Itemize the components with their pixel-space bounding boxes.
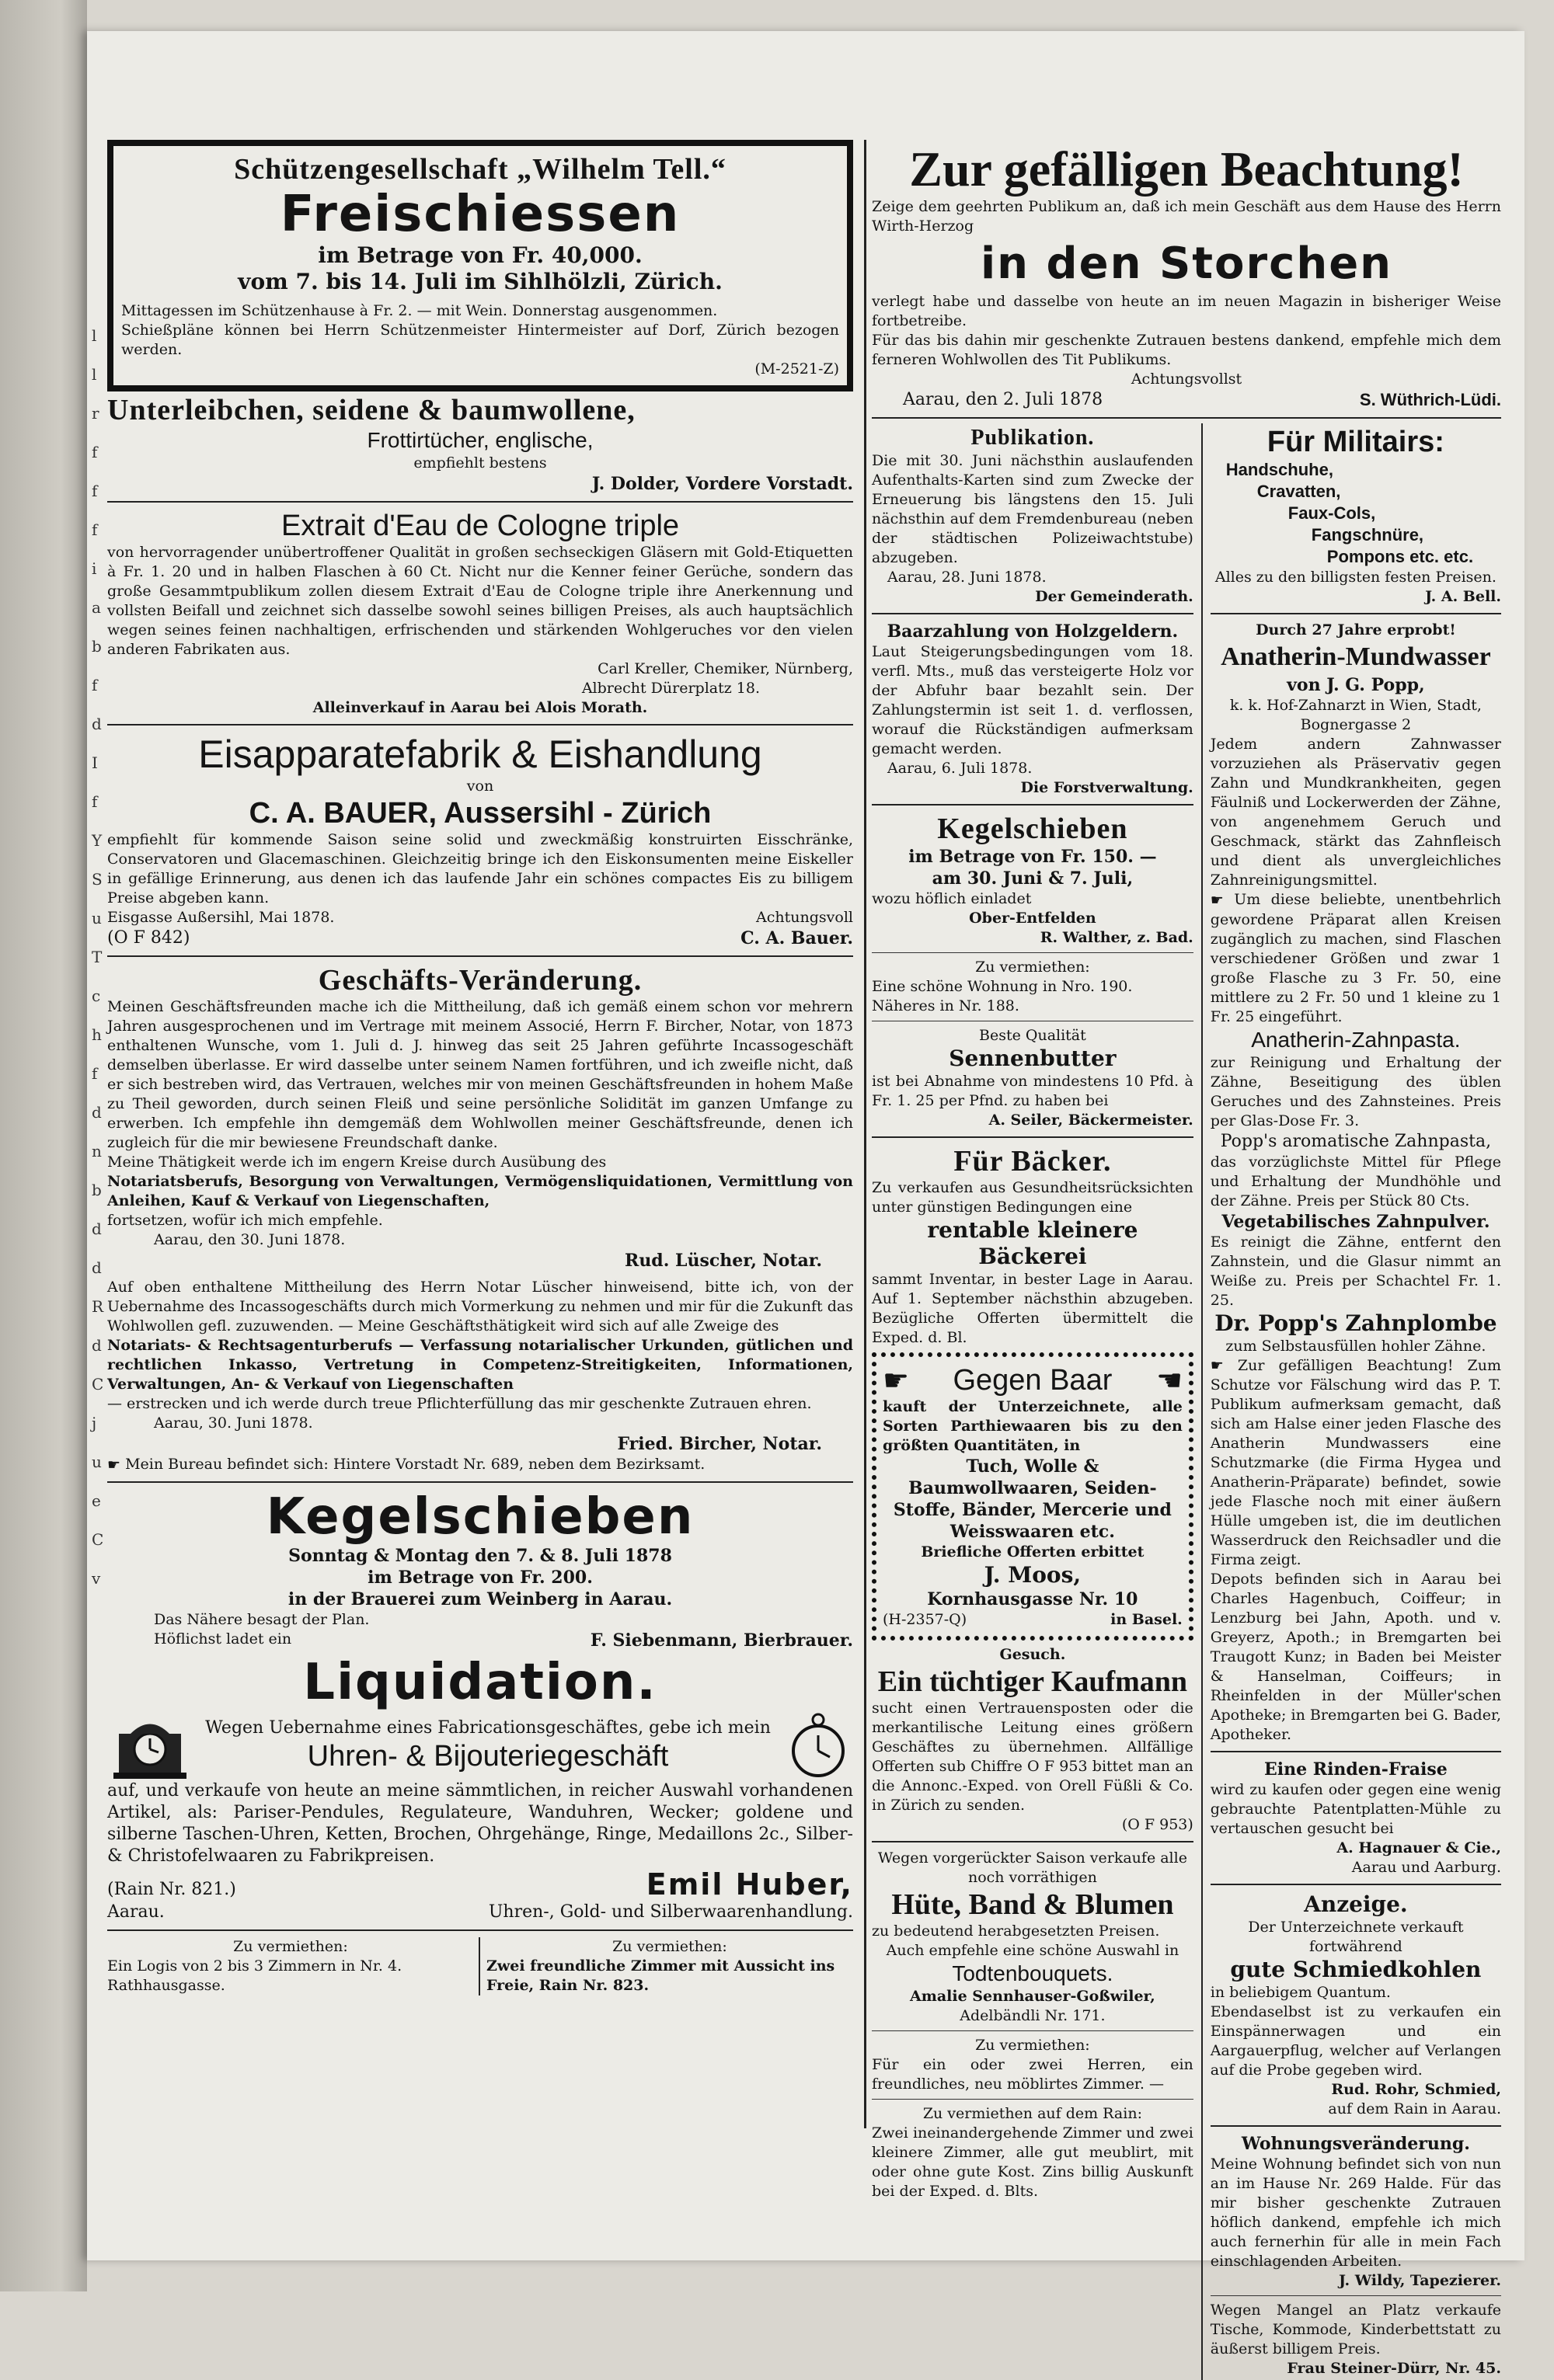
separator bbox=[107, 1929, 853, 1931]
ad-signature: A. Seiler, Bäckermeister. bbox=[988, 1112, 1193, 1129]
ad-title: Vegetabilisches Zahnpulver. bbox=[1221, 1211, 1490, 1232]
ad-signature: J. Wildy, Tapezierer. bbox=[1339, 2272, 1501, 2289]
ad-goods: Tuch, Wolle & Baumwollwaaren, Seiden-Stoffe, Bänder, Mercerie und Weisswaaren etc. bbox=[893, 1456, 1172, 1542]
ad-regards: Achtungsvollst bbox=[1131, 371, 1242, 388]
margin-letter: d bbox=[92, 1336, 102, 1355]
ad-rinden-fraise bbox=[1211, 1757, 1501, 1879]
ad-text: Meine Thätigkeit werde ich im engern Kreise durch Ausübung des bbox=[107, 1153, 607, 1171]
separator bbox=[107, 1481, 853, 1483]
ad-reference: (O F 842) bbox=[107, 928, 190, 948]
ad-title: Eine Rinden-Fraise bbox=[1264, 1759, 1448, 1780]
ad-wohnung bbox=[872, 956, 1193, 1018]
ad-reference: (Rain Nr. 821.) bbox=[107, 1879, 236, 1899]
margin-letter: b bbox=[92, 637, 102, 656]
separator bbox=[872, 2030, 1193, 2031]
column-divider bbox=[864, 140, 866, 2128]
ad-text: Um diese beliebte, unentbehrlich gewordene Präparat allen Kreisen zugänglich zu machen, sind Flaschen verschiedener Größen und zwar 1 große Flasche zu 3 Fr. 50, eine mittlere zu 2 Fr. 50 und 1 kleine zu 1 Fr. 25 eingeführt. bbox=[1210, 891, 1501, 1025]
margin-letter: C bbox=[92, 1530, 104, 1549]
margin-letter: f bbox=[92, 443, 98, 461]
ad-text: von J. G. Popp, bbox=[1287, 675, 1425, 695]
separator bbox=[872, 417, 1501, 419]
ad-headline: in den Storchen bbox=[980, 238, 1393, 289]
ad-kaufmann bbox=[872, 1644, 1193, 1836]
separator bbox=[1211, 1884, 1501, 1885]
ad-address: auf dem Rain in Aarau. bbox=[1328, 2100, 1501, 2117]
ad-signature: F. Siebenmann, Bierbrauer. bbox=[590, 1630, 853, 1651]
margin-letter: l bbox=[92, 326, 97, 345]
list-item: Faux-Cols, bbox=[1287, 503, 1376, 523]
separator bbox=[872, 804, 1193, 806]
ad-services: Notariatsberufs, Besorgung von Verwaltungen, Vermögensliquidationen, Vermittlung von Anleihen, Kauf & Verkauf von Liegenschaften, bbox=[107, 1173, 853, 1209]
ad-dates: am 30. Juni & 7. Juli, bbox=[932, 868, 1134, 889]
ad-heading: Zu vermiethen auf dem Rain: bbox=[922, 2105, 1142, 2122]
margin-letter: h bbox=[92, 1025, 102, 1044]
ad-signature: Amalie Sennhauser-Goßwiler, bbox=[909, 1988, 1155, 2005]
ad-text: Laut Steigerungsbedingungen vom 18. verfl. Mts., muß das versteigerte Holz vor der Abfuhr baar bezahlt sein. Der Zahlungstermin ist seit 1. d. verflossen, worauf die Rückständigen aufmerksam gemacht werden. bbox=[872, 643, 1193, 757]
margin-letter: a bbox=[92, 598, 101, 617]
margin-letter: e bbox=[92, 1491, 101, 1510]
ad-signature: Rud. Rohr, Schmied, bbox=[1331, 2081, 1501, 2098]
margin-letter: u bbox=[92, 1453, 102, 1471]
binding-edge bbox=[0, 0, 87, 2291]
separator bbox=[1211, 613, 1501, 614]
ad-regards: Achtungsvoll bbox=[756, 909, 853, 926]
ad-reference: (O F 953) bbox=[1121, 1816, 1193, 1833]
margin-letter: d bbox=[92, 1258, 102, 1277]
mantel-clock-icon bbox=[107, 1710, 193, 1780]
ad-text: kauft der Unterzeichnete, alle Sorten Parthiewaaren bis zu den größten Quantitäten, in bbox=[883, 1398, 1183, 1454]
ad-text: in beliebigem Quantum. bbox=[1210, 1984, 1391, 2001]
item-list bbox=[1211, 459, 1501, 568]
ad-text: Alles zu den billigsten festen Preisen. bbox=[1214, 569, 1497, 586]
ad-storchen bbox=[872, 140, 1501, 412]
margin-letter: c bbox=[92, 986, 101, 1005]
ad-title: Schützengesellschaft „Wilhelm Tell.“ bbox=[234, 153, 726, 186]
ad-title: Anatherin-Mundwasser bbox=[1221, 642, 1491, 671]
ad-heading: Gesuch. bbox=[999, 1646, 1066, 1663]
separator bbox=[872, 2099, 1193, 2100]
margin-letter: Y bbox=[92, 831, 103, 850]
separator bbox=[872, 613, 1193, 614]
ad-geschaefts-veraenderung bbox=[107, 962, 853, 1477]
ad-zimmer-herren bbox=[872, 2034, 1193, 2096]
ad-title: Publikation. bbox=[970, 426, 1095, 450]
separator bbox=[107, 955, 853, 957]
ad-title: Geschäfts-Veränderung. bbox=[318, 964, 643, 997]
ad-text: Zwei ineinandergehende Zimmer und zwei kleinere Zimmer, alle gut meublirt, mit oder ohne gute Kost. Zins billig Auskunft bei der Exped. d. Blts. bbox=[872, 2124, 1193, 2200]
ad-text: auf, und verkaufe von heute an meine sämmtlichen, in reicher Auswahl vorhandenen Artikel, als: Pariser-Pendules, Regulateure, Wanduhren, Wecker; goldene und silberne Taschen-Uhren, Ketten, Brochen, Ohrgehänge, Ringe, Medaillons 2c., Silber- & Christofelwaaren zu Fabrikpreisen. bbox=[107, 1780, 853, 1866]
ad-title: Liquidation. bbox=[303, 1653, 657, 1711]
ad-text: Auf oben enthaltene Mittheilung des Herrn Notar Lüscher hinweisend, bitte ich, von der Uebernahme des Incassogeschäfts durch mich Vormerkung zu nehmen und mir für die Zukunft das Wohlwollen gefl. zuzuwenden. — Meine Geschäftsthätigkeit wird sich auf alle Zweige des bbox=[107, 1279, 853, 1334]
ad-text: Für das bis dahin mir geschenkte Zutrauen bestens dankend, empfehle mich dem ferneren Wohlwollen des Tit Publikums. bbox=[872, 332, 1501, 368]
ad-signature: S. Wüthrich-Lüdi. bbox=[1359, 390, 1501, 409]
ad-text: Es reinigt die Zähne, entfernt den Zahnstein, und die Glasur nimmt an Weiße zu. Preis per Schachtel Fr. 1. 25. bbox=[1210, 1233, 1501, 1309]
ad-freischiessen bbox=[107, 140, 853, 391]
ad-heading: Zu vermiethen: bbox=[612, 1937, 727, 1955]
ad-amount: im Betrage von Fr. 40,000. bbox=[318, 242, 643, 268]
ad-date: Aarau, 30. Juni 1878. bbox=[154, 1414, 313, 1432]
ad-services: Notariats- & Rechtsagenturberufs — Verfassung notarialischer Urkunden, gütlichen und rechtlichen Inkasso, Vertretung in Competenz-Streitigkeiten, Informationen, Verwaltungen, An- & Verkauf von Liegenschaften bbox=[107, 1337, 853, 1393]
pointing-hand-icon: ☛ bbox=[1210, 1357, 1224, 1374]
ad-unterleibchen bbox=[107, 391, 853, 496]
ad-reference: (H-2357-Q) bbox=[883, 1611, 967, 1628]
ad-title: Hüte, Band & Blumen bbox=[891, 1888, 1174, 1921]
ad-place: Ober-Entfelden bbox=[969, 910, 1096, 927]
ad-shop: Uhren- & Bijouteriegeschäft bbox=[307, 1739, 669, 1773]
ad-text: Auch empfehle eine schöne Auswahl in bbox=[886, 1942, 1179, 1959]
ad-publikation bbox=[872, 423, 1193, 608]
ad-office: Mein Bureau befindet sich: Hintere Vorstadt Nr. 689, neben dem Bezirksamt. bbox=[125, 1456, 706, 1473]
ad-text: — erstrecken und ich werde durch treue Pflichterfüllung das mir geschenkte Zutrauen ehren. bbox=[107, 1395, 812, 1412]
margin-letter: f bbox=[92, 520, 98, 539]
right-split-section bbox=[872, 423, 1501, 2380]
ad-title: Unterleibchen, seidene & baumwollene, bbox=[107, 394, 636, 426]
ad-title: Für Militairs: bbox=[1267, 426, 1444, 458]
ad-text: Der Unterzeichnete verkauft fortwährend bbox=[1248, 1919, 1464, 1955]
ad-text: sucht einen Vertrauensposten oder die merkantilische Leitung eines größern Geschäftes zu übernehmen. Allfällige Offerten sub Chiffre O F 953 bittet man an die Annonc.-Exped. von Orell Füßli & Co. in Zürich zu senden. bbox=[872, 1700, 1193, 1814]
ad-sennenbutter bbox=[872, 1025, 1193, 1132]
ad-headline: Todtenbouquets. bbox=[952, 1961, 1113, 1985]
separator bbox=[1211, 2295, 1501, 2296]
ad-title: Dr. Popp's Zahnplombe bbox=[1214, 1310, 1497, 1336]
ad-title: Ein tüchtiger Kaufmann bbox=[877, 1665, 1188, 1698]
ad-signature: C. A. Bauer. bbox=[740, 928, 853, 948]
ad-signature: Frau Steiner-Dürr, Nr. 45. bbox=[1287, 2360, 1501, 2377]
ad-text: Briefliche Offerten erbittet bbox=[921, 1543, 1145, 1561]
ad-text: empfiehlt bestens bbox=[413, 454, 547, 471]
ad-text: wird zu kaufen oder gegen eine wenig gebrauchte Patentplatten-Mühle zu vertauschen gesucht bei bbox=[1210, 1781, 1501, 1837]
separator bbox=[872, 1841, 1193, 1842]
ad-text: zur Reinigung und Erhaltung der Zähne, Beseitigung des üblen Geruches und des Zahnsteines. Preis per Glas-Dose Fr. 3. bbox=[1210, 1053, 1501, 1129]
ad-town: Aarau und Aarburg. bbox=[1351, 1859, 1501, 1876]
margin-letter: d bbox=[92, 1103, 102, 1122]
ad-subtitle: Frottirtücher, englische, bbox=[367, 428, 594, 452]
margin-letter: S bbox=[92, 870, 103, 889]
ad-signature: Rud. Lüscher, Notar. bbox=[625, 1251, 822, 1271]
ad-title: Extrait d'Eau de Cologne triple bbox=[280, 510, 680, 542]
ad-name: J. Moos, bbox=[984, 1562, 1082, 1588]
ad-dates: vom 7. bis 14. Juli im Sihlhölzli, Zürich. bbox=[238, 269, 723, 294]
ad-address: k. k. Hof-Zahnarzt in Wien, Stadt, Bognergasse 2 bbox=[1229, 697, 1482, 733]
margin-letter: C bbox=[92, 1375, 104, 1394]
margin-letter: f bbox=[92, 792, 98, 811]
ad-text: verlegt habe und dasselbe von heute an im neuen Magazin in bisheriger Weise fortbetreibe. bbox=[872, 293, 1501, 329]
margin-letter: j bbox=[92, 1414, 97, 1432]
ad-title: Anatherin-Zahnpasta. bbox=[1251, 1027, 1461, 1052]
ad-title: Popp's aromatische Zahnpasta, bbox=[1220, 1131, 1492, 1151]
ad-reference: (M-2521-Z) bbox=[754, 360, 839, 378]
ad-signature: J. Dolder, Vordere Vorstadt. bbox=[591, 474, 853, 494]
ad-date: Aarau, den 2. Juli 1878 bbox=[903, 390, 1103, 409]
ad-wohnungsveraenderung bbox=[1211, 2131, 1501, 2292]
margin-letter: R bbox=[92, 1297, 104, 1316]
ad-kegelschieben-weinberg bbox=[107, 1488, 853, 1653]
margin-letter: I bbox=[92, 753, 98, 772]
ad-text: Ein Logis von 2 bis 3 Zimmern in Nr. 4. Rathhausgasse. bbox=[107, 1957, 402, 1994]
ad-title: Anzeige. bbox=[1304, 1891, 1408, 1917]
ad-intro: Wegen Uebernahme eines Fabricationsgeschäftes, gebe ich mein bbox=[205, 1717, 771, 1738]
ad-text: ist bei Abnahme von mindestens 10 Pfd. à Fr. 1. 25 per Pfnd. zu haben bei bbox=[872, 1073, 1193, 1109]
ad-signature: Der Gemeinderath. bbox=[1035, 588, 1193, 605]
ad-text: Schießpläne können bei Herrn Schützenmeister Hintermeister auf Dorf, Zürich bezogen werden. bbox=[121, 322, 839, 358]
ad-zimmer-rain bbox=[872, 2103, 1193, 2203]
pointing-hand-icon: ☛ bbox=[883, 1363, 910, 1397]
ad-huete-band-blumen bbox=[872, 1847, 1193, 2027]
ad-text: Zur gefälligen Beachtung! Zum Schutze vor Fälschung wird das P. T. Publikum aufmerksam gemacht, daß sich am Halse einer jeden Flasche des Anatherin Mundwassers eine Schutzmarke (die Firma Hygea und Anatherin-Präparate) befindet, sowie jede Flasche noch mit einer äußern Hülle umgeben ist, die im deutlichen Wasserdruck den Reichsadler und die Firma zeigt. bbox=[1210, 1356, 1501, 1568]
ad-text: Wegen Mangel an Platz verkaufe Tische, Kommode, Kinderbettstatt zu äußerst billigem Preis. bbox=[1210, 2302, 1501, 2357]
ad-liquidation bbox=[107, 1653, 853, 1925]
ad-date: Aarau, den 30. Juni 1878. bbox=[154, 1231, 346, 1248]
separator bbox=[872, 1136, 1193, 1138]
ad-headline: Freischiessen bbox=[280, 186, 681, 243]
ad-text: von hervorragender unübertroffener Qualität in großen sechseckigen Gläsern mit Gold-Etiquetten à Fr. 1. 20 und in halben Flaschen à 60 Ct. Nicht nur die Kenner feiner Gerüche, sondern das große Gesammtpublikum zollen diesem Extrait d'Eau de Cologne triple ihre Anerkennung und vollsten Beifall und zeichnet sich dasselbe sowohl seines billigen Preises, als auch hauptsächlich wegen seines feinen nachhaltigen, erfrischenden und stärkenden Wohlgeruches vor den vielen anderen Fabrikaten aus. bbox=[107, 544, 853, 658]
margin-letter: d bbox=[92, 715, 102, 733]
ad-title: Eisapparatefabrik & Eishandlung bbox=[198, 732, 762, 776]
ad-heading: Zu vermiethen: bbox=[975, 959, 1090, 976]
margin-letter: i bbox=[92, 559, 97, 578]
ad-date: Aarau, 28. Juni 1878. bbox=[887, 569, 1047, 586]
margin-letter: f bbox=[92, 676, 98, 694]
pointing-hand-icon: ☛ bbox=[1155, 1363, 1183, 1397]
ad-invite: wozu höflich einladet bbox=[872, 890, 1032, 907]
ad-sale: Alleinverkauf in Aarau bei Alois Morath. bbox=[312, 699, 648, 716]
ad-text: Für ein oder zwei Herren, ein freundliches, neu möblirtes Zimmer. — bbox=[872, 2056, 1193, 2093]
ad-signature: R. Walther, z. Bad. bbox=[1040, 929, 1193, 946]
ad-text: Ebendaselbst ist zu verkaufen ein Einspännerwagen und ein Aargauerpflug, welcher auf Verlangen auf die Probe gegeben wird. bbox=[1210, 2003, 1501, 2079]
pointing-hand-icon: ☛ bbox=[107, 1456, 121, 1474]
pointing-hand-icon: ☛ bbox=[1210, 891, 1224, 909]
ad-town: Aarau. bbox=[107, 1902, 165, 1922]
ad-text: das vorzüglichste Mittel für Pflege und Erhaltung der Mundhöhle und der Zähne. Preis per Stück 80 Cts. bbox=[1210, 1153, 1501, 1209]
ad-moebel bbox=[1211, 2299, 1501, 2380]
pocket-watch-icon bbox=[783, 1710, 853, 1780]
ad-text: Depots befinden sich in Aarau bei Charles Hagenbuch, Coiffeur; in Lenzburg bei Jahn, Apoth. und v. Greyerz, Apoth.; in Bremgarten bei Traugott Kunz; in Baden bei Meister & Hanselman, Coiffeurs; in Rheinfelden in der Müller'schen Apotheke; in Bremgarten bei G. Bader, Apotheker. bbox=[1210, 1571, 1501, 1743]
ad-dates: Sonntag & Montag den 7. & 8. Juli 1878 bbox=[288, 1545, 672, 1566]
margin-letter: r bbox=[92, 404, 99, 423]
margin-letter: f bbox=[92, 482, 98, 500]
ad-eau-de-cologne bbox=[107, 507, 853, 719]
margin-letter: v bbox=[92, 1569, 101, 1588]
ad-title: Kegelschieben bbox=[937, 812, 1128, 845]
ad-anatherin bbox=[1211, 619, 1501, 1746]
ad-signature: J. A. Bell. bbox=[1425, 588, 1501, 605]
ad-title: Zur gefälligen Beachtung! bbox=[909, 141, 1464, 197]
margin-letter: u bbox=[92, 909, 102, 927]
sub-column-b bbox=[1203, 423, 1501, 2380]
margin-letter: l bbox=[92, 365, 97, 384]
list-item: Cravatten, bbox=[1256, 482, 1341, 501]
ad-holzgelder bbox=[872, 619, 1193, 799]
ad-kegelschieben-entfelden bbox=[872, 810, 1193, 949]
ad-signature: Carl Kreller, Chemiker, Nürnberg, bbox=[598, 660, 853, 677]
ad-text: Jedem andern Zahnwasser vorzuziehen als Präservativ gegen Zahn und Mundkrankheiten, gegen Fäulniß und Lockerwerden der Zähne, von angenehmem Geruch und Geschmack, stärkt das Zahnfleisch und dient als unvergleichliches Zahnreinigungsmittel. bbox=[1210, 736, 1501, 889]
ad-signature: A. Hagnauer & Cie., bbox=[1336, 1839, 1501, 1856]
ad-amount: im Betrage von Fr. 150. — bbox=[908, 847, 1157, 867]
left-column bbox=[107, 140, 853, 2128]
margin-letter: d bbox=[92, 1220, 102, 1238]
ad-date: Aarau, 6. Juli 1878. bbox=[887, 760, 1033, 777]
right-column bbox=[872, 140, 1501, 2377]
ad-text: Die mit 30. Juni nächsthin auslaufenden Aufenthalts-Karten sind zum Zwecke der Erneuerung bis längstens den 15. Juli nächsthin auf dem Fremdenbureau (neben der städtischen Polizeiwachtstube) abzugeben. bbox=[872, 452, 1193, 566]
ad-title: Gegen Baar bbox=[953, 1364, 1113, 1397]
ad-town: in Basel. bbox=[1110, 1611, 1183, 1628]
ad-fuer-baecker bbox=[872, 1143, 1193, 1349]
ad-amount: im Betrage von Fr. 200. bbox=[368, 1567, 593, 1588]
separator bbox=[107, 501, 853, 503]
ad-text: empfiehlt für kommende Saison seine solid und zweckmäßig konstruirten Eisschränke, Conservatoren und Glacemaschinen. Gleichzeitig bringe ich den Eiskonsumenten meine Eiskeller in gefällige Erinnerung, aus denen ich das laufende Jahr ein schönes compactes Eis zu billigem Preise abgeben kann. bbox=[107, 831, 853, 906]
ad-signature: Fried. Bircher, Notar. bbox=[617, 1434, 822, 1454]
ad-text: Zwei freundliche Zimmer mit Aussicht ins Freie, Rain Nr. 823. bbox=[486, 1957, 835, 1994]
separator bbox=[1211, 2125, 1501, 2127]
ad-text: Eine schöne Wohnung in Nro. 190. Näheres in Nr. 188. bbox=[872, 978, 1133, 1014]
ad-text: Das Nähere besagt der Plan. bbox=[154, 1610, 370, 1628]
ad-trade: Uhren-, Gold- und Silberwaarenhandlung. bbox=[488, 1902, 853, 1922]
ad-zu-vermiethen-pair bbox=[107, 1936, 853, 1997]
sub-column-a bbox=[872, 423, 1203, 2380]
list-item: Pompons etc. etc. bbox=[1326, 547, 1474, 566]
ad-title: Baarzahlung von Holzgeldern. bbox=[887, 621, 1179, 642]
ad-headline: rentable kleinere Bäckerei bbox=[927, 1217, 1138, 1269]
ad-gegen-baar bbox=[872, 1352, 1193, 1641]
ad-text: fortsetzen, wofür ich mich empfehle. bbox=[107, 1212, 383, 1229]
ad-address: Albrecht Dürerplatz 18. bbox=[581, 680, 760, 697]
ad-text: Meine Wohnung befindet sich von nun an im Hause Nr. 269 Halde. Für das mir bisher geschenkte Zutrauen höflich dankend, empfehle ich mich auch fernerhin für alle in mein Fach einschlagenden Arbeiten. bbox=[1210, 2156, 1501, 2270]
margin-letter: b bbox=[92, 1181, 102, 1199]
ad-text: zu bedeutend herabgesetzten Preisen. bbox=[872, 1922, 1160, 1940]
separator bbox=[107, 724, 853, 725]
ad-text: Zeige dem geehrten Publikum an, daß ich mein Geschäft aus dem Hause des Herrn Wirth-Herzog bbox=[872, 198, 1501, 235]
ad-heading: Durch 27 Jahre erprobt! bbox=[1256, 621, 1456, 638]
ad-text: sammt Inventar, in bester Lage in Aarau. Auf 1. September nächsthin abzugeben. Bezügliche Offerten übermittelt die Exped. d. Bl. bbox=[872, 1271, 1193, 1346]
ad-text: von bbox=[466, 778, 494, 795]
ad-signature: Die Forstverwaltung. bbox=[1020, 779, 1193, 796]
ad-title: Wohnungsveränderung. bbox=[1241, 2134, 1470, 2154]
list-item: Fangschnüre, bbox=[1311, 525, 1424, 545]
ad-eisapparate bbox=[107, 730, 853, 951]
ad-firm: C. A. BAUER, Aussersihl - Zürich bbox=[249, 797, 712, 830]
ad-heading: Beste Qualität bbox=[979, 1027, 1086, 1044]
ad-text: zum Selbstausfüllen hohler Zähne. bbox=[1225, 1337, 1486, 1355]
margin-letter: f bbox=[92, 1064, 98, 1083]
ad-place: in der Brauerei zum Weinberg in Aarau. bbox=[287, 1588, 673, 1609]
ad-title: Kegelschieben bbox=[266, 1488, 695, 1546]
ad-invite: Höflichst ladet ein bbox=[154, 1630, 292, 1648]
ad-title: Sennenbutter bbox=[949, 1046, 1117, 1071]
ad-name: Emil Huber, bbox=[646, 1867, 853, 1902]
ad-text: Wegen vorgerückter Saison verkaufe alle noch vorräthigen bbox=[877, 1849, 1187, 1886]
separator bbox=[872, 952, 1193, 953]
list-item: Handschuhe, bbox=[1225, 460, 1333, 479]
ad-address: Adelbändli Nr. 171. bbox=[960, 2007, 1106, 2024]
ad-text: Zu verkaufen aus Gesundheitsrücksichten unter günstigen Bedingungen eine bbox=[872, 1179, 1193, 1216]
ad-text: Meinen Geschäftsfreunden mache ich die Mittheilung, daß ich gemäß einem schon vor mehrern Jahren ausgesprochenen und im Vertrage mit meinem Associé, Herrn F. Bircher, Notar, von 1873 enthaltenen Wunsche, vom 1. Juli d. J. hinweg das seit 25 Jahren geführte Incassogeschäft demselben überlasse. Er wird dasselbe unter seinem Namen fortführen, und ich zweifle nicht, daß er sich bestreben wird, das Vertrauen, welches mir von meinen Geschäftsfreunden in hohem Maße zu Theil geworden, durch seinen Fleiß und seine persönliche Solidität im ganzen Umfange zu erwerben. Ich empfehle ihn demgemäß dem Wohlwollen meiner Geschäftsfreunde, denen ich zugleich für die mir bewiesene Freundschaft danke. bbox=[107, 998, 853, 1151]
ad-schmiedkohlen bbox=[1211, 1890, 1501, 2121]
margin-letter: n bbox=[92, 1142, 102, 1160]
separator bbox=[1211, 1751, 1501, 1752]
ad-place: Eisgasse Außersihl, Mai 1878. bbox=[107, 909, 335, 926]
ad-fuer-militairs bbox=[1211, 423, 1501, 608]
ad-title: Für Bäcker. bbox=[953, 1145, 1112, 1178]
ad-heading: Zu vermiethen: bbox=[975, 2037, 1090, 2054]
ad-text: Mittagessen im Schützenhause à Fr. 2. — mit Wein. Donnerstag ausgenommen. bbox=[121, 302, 718, 319]
ad-heading: Zu vermiethen: bbox=[233, 1937, 348, 1955]
ad-headline: gute Schmiedkohlen bbox=[1230, 1957, 1482, 1982]
margin-letter: T bbox=[92, 948, 103, 966]
ad-address: Kornhausgasse Nr. 10 bbox=[927, 1589, 1138, 1609]
